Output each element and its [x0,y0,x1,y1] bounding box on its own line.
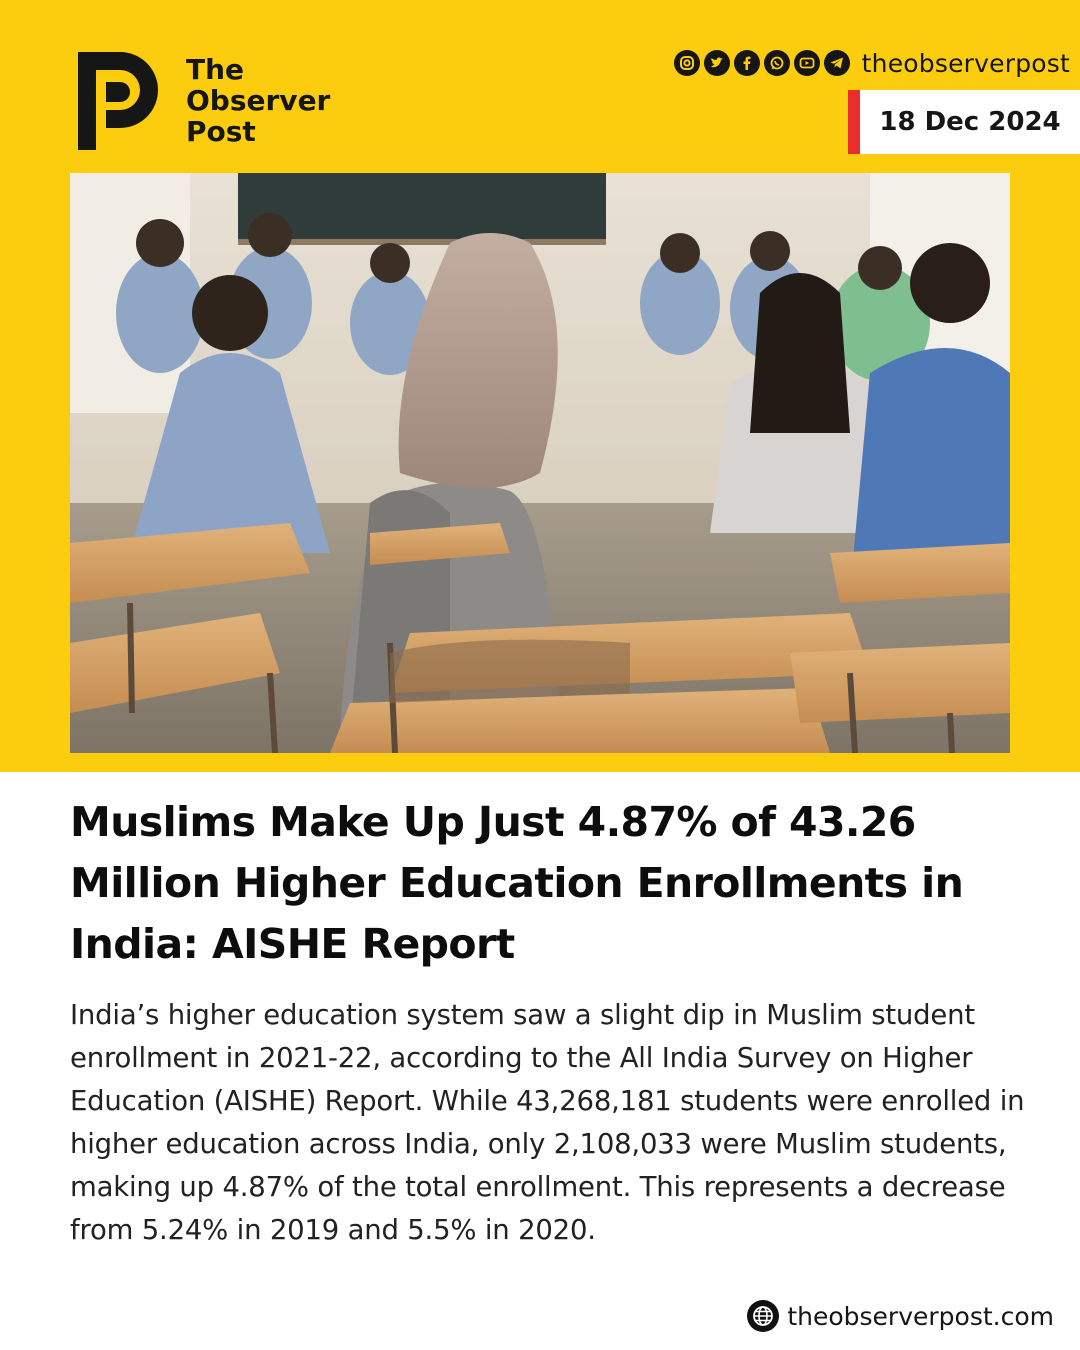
brand-name-line: The [186,53,245,86]
brand-name-line: Observer [186,84,331,117]
headline: Muslims Make Up Just 4.87% of 43.26 Million Higher Education Enrollments in India: AISHE Report [70,798,964,968]
youtube-icon[interactable] [794,50,820,76]
brand-name-line: Post [186,115,256,148]
twitter-icon[interactable] [704,50,730,76]
telegram-icon[interactable] [824,50,850,76]
site-url[interactable]: theobserverpost.com [787,1301,1054,1331]
social-links [674,46,1070,80]
brand-name [186,54,330,147]
classroom-photo [70,173,1010,753]
whatsapp-icon[interactable] [764,50,790,76]
instagram-icon[interactable] [674,50,700,76]
observer-post-logo [78,52,158,150]
globe-icon [747,1300,779,1332]
date-badge: 18 Dec 2024 [848,90,1080,154]
article-summary: India’s higher education system saw a slight dip in Muslim student enrollment in 2021-22, according to the All India Survey on Higher Education (AISHE) Report. While 43,268,181 students were enrolled in higher education across India, only 2,108,033 were Muslim students, making up 4.87% of the total enrollment. This represents a decrease from 5.24% in 2019 and 5.5% in 2020. [70,999,1025,1246]
facebook-icon[interactable] [734,50,760,76]
social-handle[interactable]: theobserverpost [861,48,1070,78]
site-footer[interactable] [747,1296,1054,1336]
